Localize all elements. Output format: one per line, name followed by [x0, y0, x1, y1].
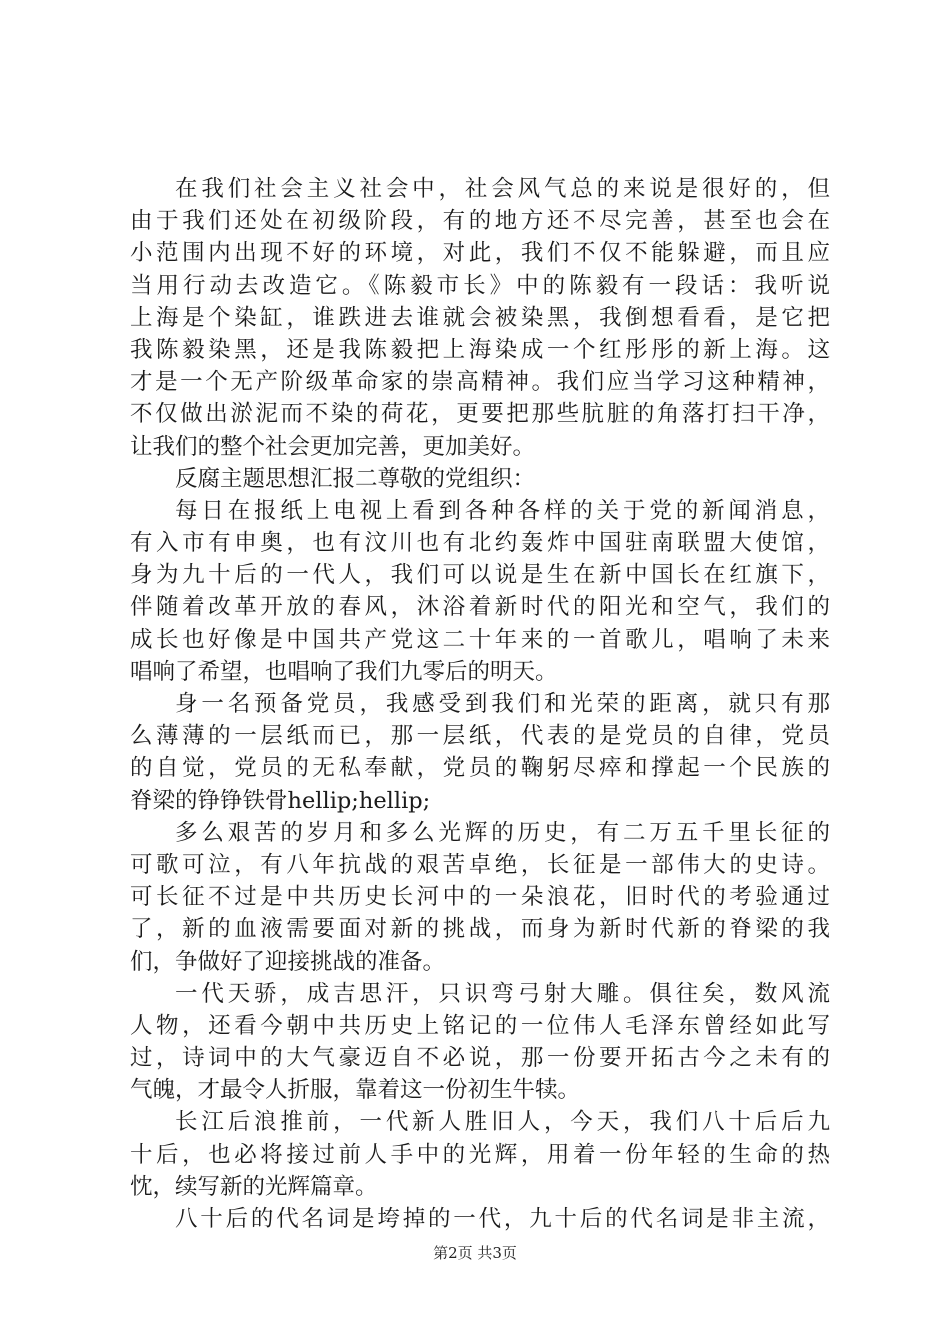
text-line: 长江后浪推前，一代新人胜旧人，今天，我们八十后后九	[175, 1109, 830, 1136]
text-line: 我陈毅染黑，还是我陈毅把上海染成一个红彤彤的新上海。这	[130, 336, 830, 363]
text-line: 在我们社会主义社会中，社会风气总的来说是很好的，但	[175, 176, 830, 202]
text-line: 当用行动去改造它。《陈毅市长》中的陈毅有一段话：我听说	[130, 272, 830, 299]
text-line: 不仅做出淤泥而不染的荷花，更要把那些肮脏的角落打扫干净，	[130, 401, 830, 428]
text-line: 么薄薄的一层纸而已，那一层纸，代表的是党员的自律，党员	[130, 723, 830, 750]
text-line: 了，新的血液需要面对新的挑战，而身为新时代新的脊梁的我	[130, 916, 830, 943]
text-line: 八十后的代名词是垮掉的一代，九十后的代名词是非主流，	[175, 1206, 830, 1232]
text-line: 多么艰苦的岁月和多么光辉的历史，有二万五千里长征的	[175, 819, 830, 846]
text-line: 们，争做好了迎接挑战的准备。	[130, 948, 446, 975]
text-line: 有入市有申奥，也有汶川也有北约轰炸中国驻南联盟大使馆，	[130, 530, 830, 557]
page-footer: 第2页 共3页	[433, 1244, 517, 1262]
text-line: 让我们的整个社会更加完善，更加美好。	[130, 433, 536, 460]
text-line: 伴随着改革开放的春风，沐浴着新时代的阳光和空气，我们的	[130, 594, 830, 621]
text-line: 的自觉，党员的无私奉献，党员的鞠躬尽瘁和撑起一个民族的	[130, 755, 830, 782]
text-line: 可歌可泣，有八年抗战的艰苦卓绝，长征是一部伟大的史诗。	[130, 851, 830, 878]
text-line: 身一名预备党员，我感受到我们和光荣的距离，就只有那	[175, 691, 830, 717]
text-line: 过，诗词中的大气豪迈自不必说，那一份要开拓古今之未有的	[130, 1045, 830, 1072]
text-line: 人物，还看今朝中共历史上铭记的一位伟人毛泽东曾经如此写	[130, 1012, 830, 1039]
text-line: 身为九十后的一代人，我们可以说是生在新中国长在红旗下，	[130, 562, 830, 589]
text-line: 忱，续写新的光辉篇章。	[130, 1173, 378, 1200]
text-line: 小范围内出现不好的环境，对此，我们不仅不能躲避，而且应	[130, 240, 830, 267]
text-line: 反腐主题思想汇报二尊敬的党组织：	[175, 465, 536, 492]
text-line: 十后，也必将接过前人手中的光辉，用着一份年轻的生命的热	[130, 1141, 830, 1168]
text-line: 气魄，才最令人折服，靠着这一份初生牛犊。	[130, 1077, 581, 1104]
text-line: 才是一个无产阶级革命家的崇高精神。我们应当学习这种精神，	[130, 369, 830, 396]
text-line: 可长征不过是中共历史长河中的一朵浪花，旧时代的考验通过	[130, 884, 830, 911]
text-line: 成长也好像是中国共产党这二十年来的一首歌儿，唱响了未来	[130, 626, 830, 653]
text-line: 脊梁的铮铮铁骨hellip;hellip;	[130, 787, 431, 814]
document-body	[130, 173, 830, 1235]
text-line: 每日在报纸上电视上看到各种各样的关于党的新闻消息，	[175, 497, 830, 524]
text-line: 由于我们还处在初级阶段，有的地方还不尽完善，甚至也会在	[130, 208, 830, 235]
text-line: 一代天骄，成吉思汗，只识弯弓射大雕。俱往矣，数风流	[175, 980, 830, 1007]
text-line: 上海是个染缸，谁跌进去谁就会被染黑，我倒想看看，是它把	[130, 304, 830, 331]
text-line: 唱响了希望，也唱响了我们九零后的明天。	[130, 658, 558, 685]
